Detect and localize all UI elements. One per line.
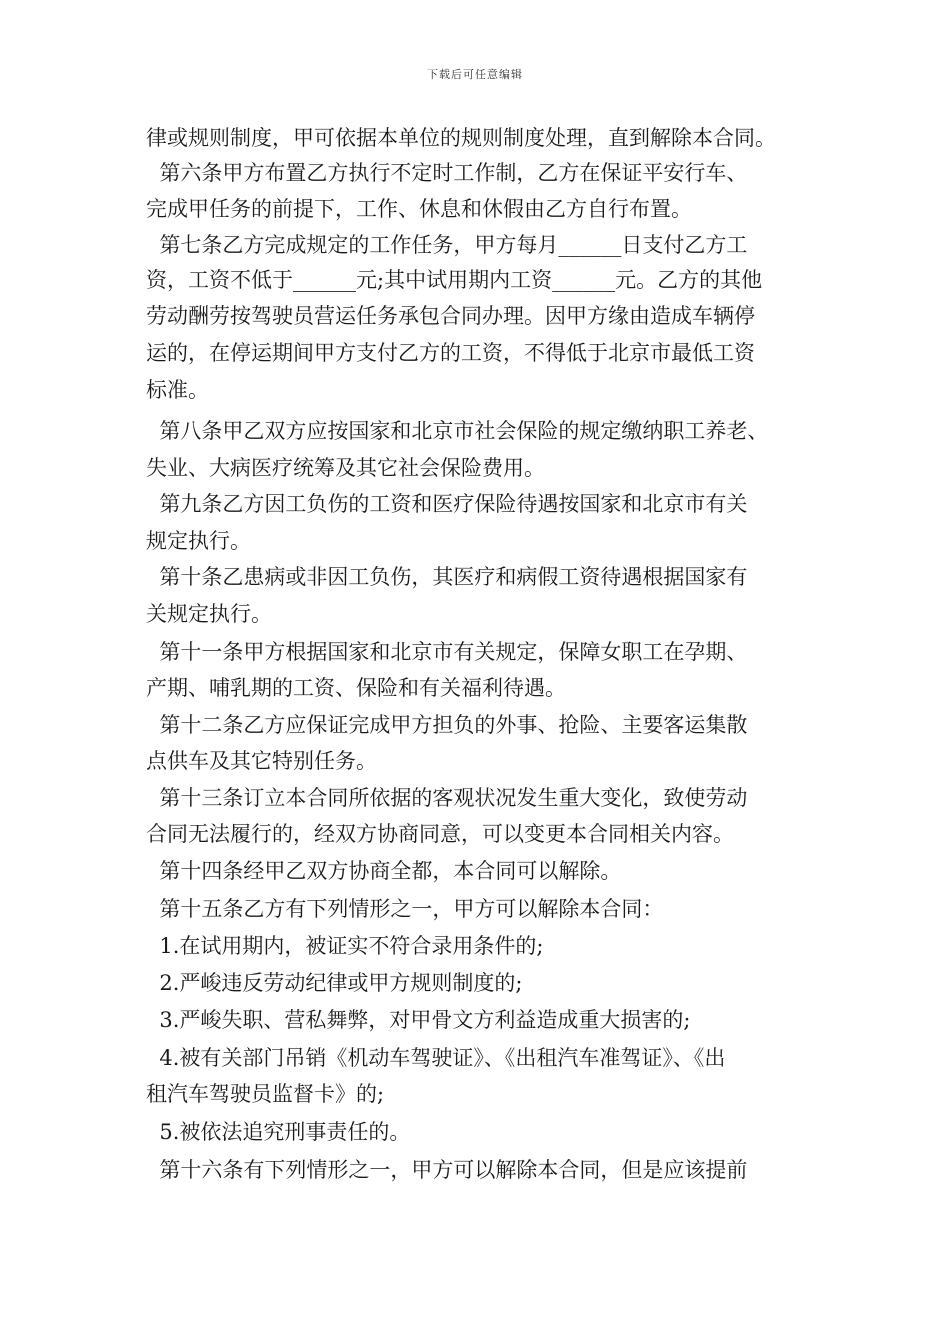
text-line: 第七条乙方完成规定的工作任务，甲方每月______日支付乙方工: [146, 233, 748, 257]
text-line: 第十六条有下列情形之一，甲方可以解除本合同，但是应该提前: [146, 1158, 748, 1182]
text-line: 点供车及其它特别任务。: [146, 749, 377, 773]
text-line: 第十五条乙方有下列情形之一，甲方可以解除本合同：: [146, 897, 664, 921]
text-line: 第六条甲方布置乙方执行不定时工作制，乙方在保证平安行车、: [146, 161, 748, 185]
text-line: 第八条甲乙双方应按国家和北京市社会保险的规定缴纳职工养老、: [146, 419, 769, 443]
text-line: 4.被有关部门吊销《机动车驾驶证》、《出租汽车准驾证》、《出: [146, 1046, 726, 1070]
text-line: 第九条乙方因工负伤的工资和医疗保险待遇按国家和北京市有关: [146, 492, 748, 516]
text-line: 租汽车驾驶员监督卡》的;: [146, 1082, 385, 1106]
text-line: 第十二条乙方应保证完成甲方担负的外事、抢险、主要客运集散: [146, 713, 748, 737]
text-line: 3.严峻失职、营私舞弊，对甲骨文方利益造成重大损害的;: [146, 1008, 691, 1032]
text-line: 关规定执行。: [146, 602, 272, 626]
text-line: 资，工资不低于______元;其中试用期内工资______元。乙方的其他: [146, 268, 763, 292]
text-line: 第十一条甲方根据国家和北京市有关规定，保障女职工在孕期、: [146, 640, 748, 664]
text-line: 律或规则制度，甲可依据本单位的规则制度处理，直到解除本合同。: [146, 126, 776, 150]
text-line: 完成甲任务的前提下，工作、休息和休假由乙方自行布置。: [146, 197, 692, 221]
text-line: 产期、哺乳期的工资、保险和有关福利待遇。: [146, 676, 566, 700]
text-line: 标准。: [146, 378, 209, 402]
text-line: 规定执行。: [146, 529, 251, 553]
text-line: 失业、大病医疗统筹及其它社会保险费用。: [146, 456, 545, 480]
text-line: 第十三条订立本合同所依据的客观状况发生重大变化，致使劳动: [146, 786, 748, 810]
text-line: 第十四条经甲乙双方协商全都，本合同可以解除。: [146, 859, 622, 883]
page-header: 下载后可任意编辑: [427, 68, 523, 81]
text-line: 2.严峻违反劳动纪律或甲方规则制度的;: [146, 971, 523, 995]
text-line: 劳动酬劳按驾驶员营运任务承包合同办理。因甲方缘由造成车辆停: [146, 304, 755, 328]
text-line: 运的，在停运期间甲方支付乙方的工资，不得低于北京市最低工资: [146, 341, 755, 365]
text-line: 合同无法履行的，经双方协商同意，可以变更本合同相关内容。: [146, 822, 734, 846]
text-line: 第十条乙患病或非因工负伤，其医疗和病假工资待遇根据国家有: [146, 565, 748, 589]
text-line: 5.被依法追究刑事责任的。: [146, 1120, 411, 1144]
text-line: 1.在试用期内，被证实不符合录用条件的;: [146, 934, 544, 958]
